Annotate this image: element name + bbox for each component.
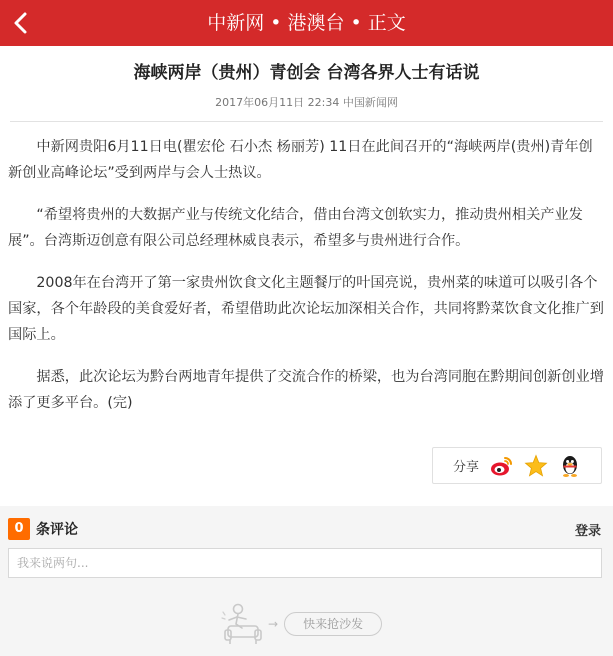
share-panel	[432, 447, 602, 484]
comment-label: 条评论	[36, 522, 78, 538]
comment-header	[8, 518, 78, 540]
qq-penguin-icon[interactable]	[557, 453, 583, 479]
comment-count-badge: 0	[8, 518, 30, 540]
sofa-button[interactable]: 快来抢沙发	[284, 612, 382, 636]
article-paragraph: 据悉，此次论坛为黔台两地青年提供了交流合作的桥梁，也为台湾同胞在黔期间创新创业增添了更多平台。(完)	[8, 369, 604, 411]
sofa-prompt	[218, 600, 382, 648]
header-divider	[10, 121, 603, 122]
article-paragraph: 2008年在台湾开了第一家贵州饮食文化主题餐厅的叶国亮说，贵州菜的味道可以吸引各个国家，各个年龄段的美食爱好者，希望借助此次论坛加深相关合作，共同将黔菜饮食文化推广到国际上。	[8, 275, 604, 343]
sofa-mascot-icon	[218, 600, 266, 648]
comment-input[interactable]	[8, 548, 602, 578]
article-timestamp: 2017年06月11日 22:34	[215, 96, 340, 109]
article-meta	[0, 94, 613, 110]
article-source: 中国新闻网	[342, 96, 398, 109]
qzone-star-icon[interactable]	[523, 453, 549, 479]
article-paragraph: 中新网贵阳6月11日电(瞿宏伦 石小杰 杨丽芳) 11日在此间召开的“海峡两岸(贵州)青年创新创业高峰论坛”受到两岸与会人士热议。	[8, 139, 593, 181]
login-link[interactable]: 登录	[574, 524, 601, 539]
comment-section	[0, 506, 613, 656]
article-headline: 海峡两岸（贵州）青创会 台湾各界人士有话说	[133, 63, 480, 83]
sofa-arrow: →	[268, 617, 279, 631]
top-bar	[0, 0, 613, 46]
article-paragraph: “希望将贵州的大数据产业与传统文化结合，借由台湾文创软实力，推动贵州相关产业发展”。台湾斯迈创意有限公司总经理林威良表示，希望多与贵州进行合作。	[8, 207, 583, 249]
weibo-icon[interactable]	[489, 453, 515, 479]
page-channel-title: 中新网 • 港澳台 • 正文	[207, 12, 406, 34]
share-label: 分享	[453, 460, 480, 475]
article-body	[8, 134, 605, 432]
